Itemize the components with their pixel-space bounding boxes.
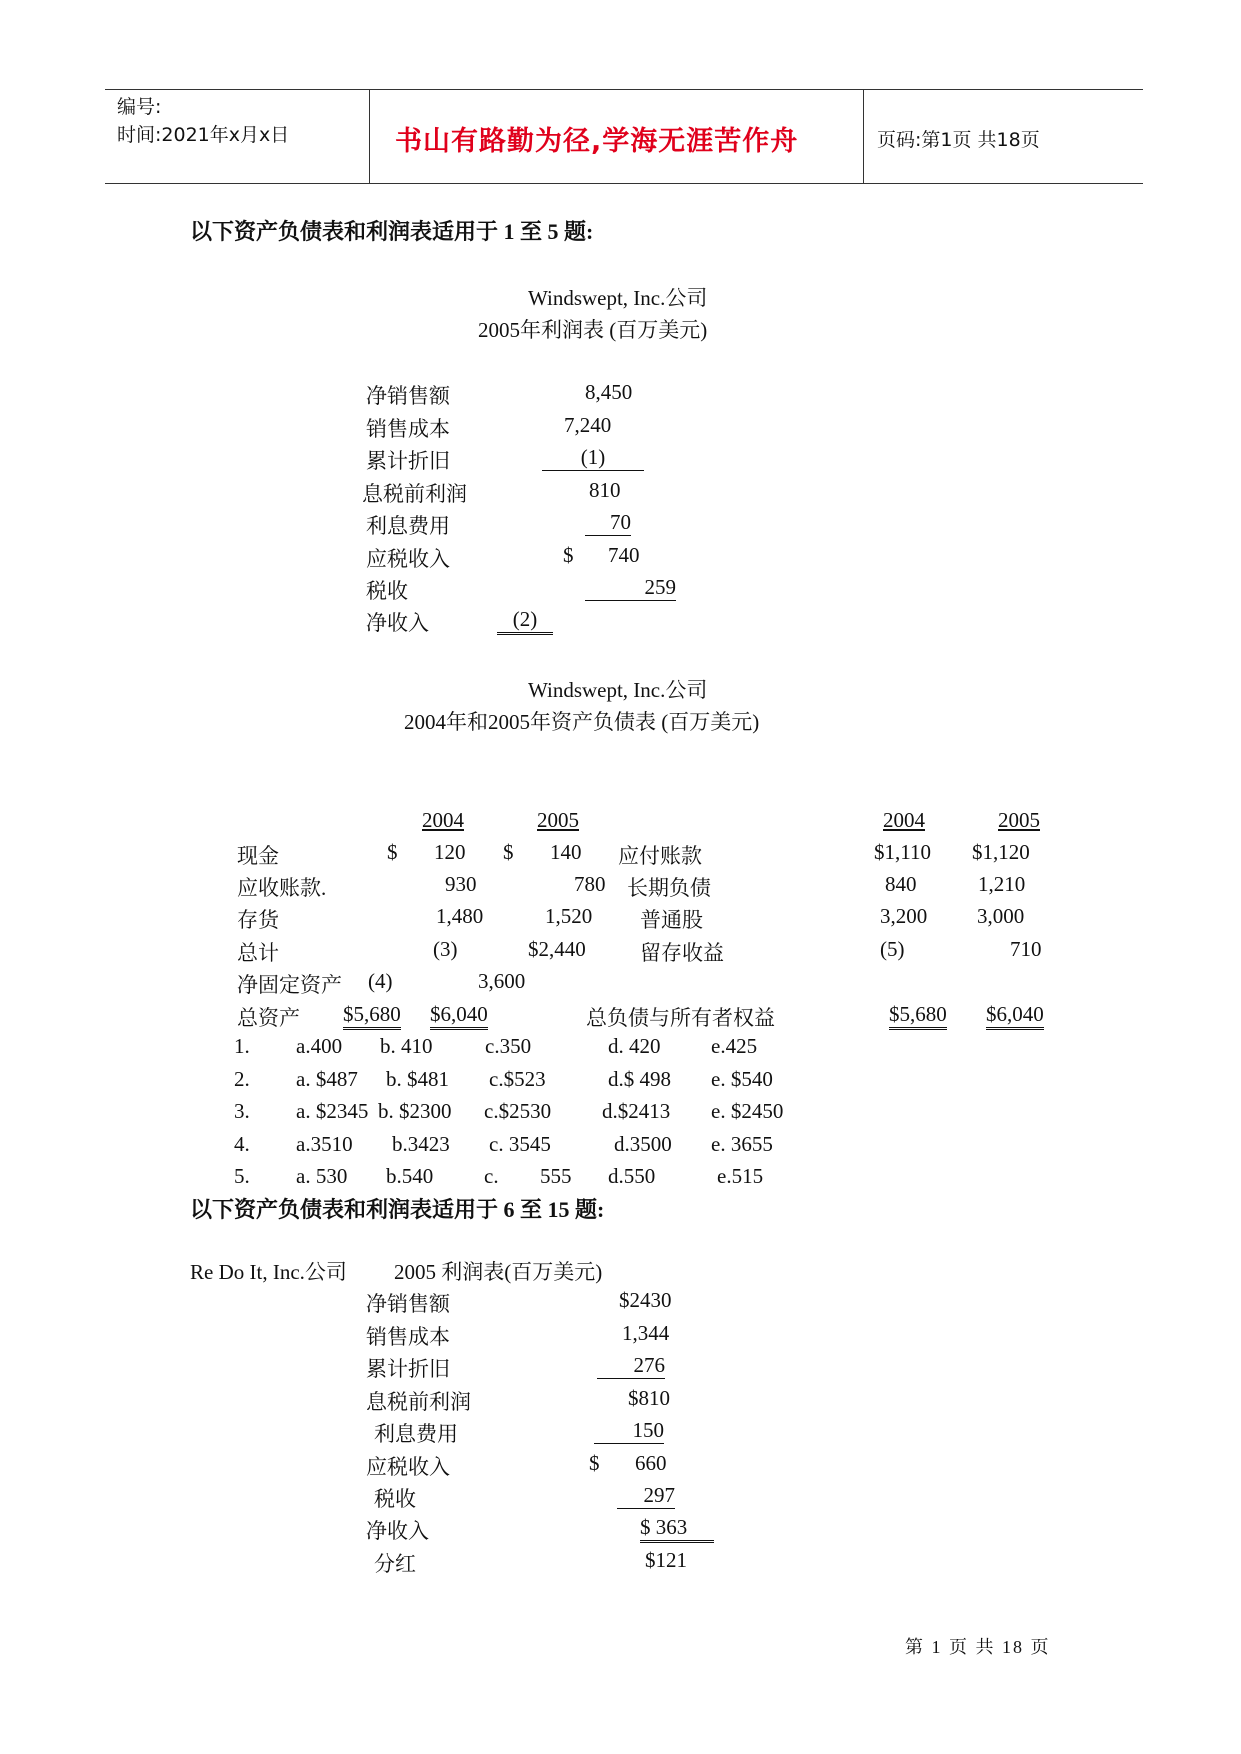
answer-option: 555 — [540, 1164, 572, 1188]
answer-option: d. 420 — [608, 1034, 661, 1058]
balance-year-header: 2005 — [537, 808, 579, 832]
answer-option: b. $2300 — [378, 1099, 452, 1123]
balance-liability-label: 长期负债 — [627, 876, 711, 900]
income1-row-value: 70 — [585, 510, 631, 536]
answer-option: b. 410 — [380, 1034, 433, 1058]
balance-liability-2004: $5,680 — [889, 1002, 947, 1030]
question-number: 1. — [234, 1034, 250, 1058]
balance-asset-label: 应收账款. — [237, 876, 327, 900]
answer-option: e. $2450 — [711, 1099, 784, 1123]
balance-company: Windswept, Inc.公司 — [528, 678, 708, 702]
income1-row-value: (1) — [542, 445, 644, 471]
income2-company: Re Do It, Inc.公司 — [190, 1260, 347, 1284]
balance-asset-2004: 1,480 — [436, 904, 484, 928]
income1-row-value: 7,240 — [564, 413, 612, 437]
balance-asset-2005: 1,520 — [545, 904, 593, 928]
balance-liability-2005: $1,120 — [972, 840, 1030, 864]
income1-row-currency: $ — [563, 543, 574, 567]
balance-liability-2004: 3,200 — [880, 904, 928, 928]
answer-option: a. $2345 — [296, 1099, 369, 1123]
header-motto: 书山有路勤为径,学海无涯苦作舟 — [395, 126, 799, 157]
balance-year-header: 2004 — [883, 808, 925, 832]
balance-liability-label: 应付账款 — [618, 844, 702, 868]
income2-row-value: 1,344 — [622, 1321, 670, 1345]
balance-liability-2004: (5) — [880, 937, 905, 961]
answer-option: d.$2413 — [602, 1099, 671, 1123]
doc-time-label: 时间:2021年x月x日 — [117, 124, 290, 146]
balance-asset-label: 总计 — [237, 941, 279, 965]
income2-row-value: 150 — [594, 1418, 664, 1444]
answer-option: d.550 — [608, 1164, 656, 1188]
income2-row-label: 累计折旧 — [366, 1357, 450, 1381]
balance-liability-label: 总负债与所有者权益 — [586, 1006, 775, 1030]
answer-option: c. — [484, 1164, 499, 1188]
balance-asset-2004: (4) — [368, 969, 393, 993]
income1-row-label: 销售成本 — [366, 417, 450, 441]
income2-row-label: 税收 — [374, 1487, 416, 1511]
income1-row-label: 利息费用 — [366, 514, 450, 538]
balance-liability-2005: 3,000 — [977, 904, 1025, 928]
income1-title: 2005年利润表 (百万美元) — [478, 318, 708, 342]
answer-option: e. 3655 — [711, 1132, 773, 1156]
answer-option: a. 530 — [296, 1164, 348, 1188]
income2-row-value: $ 363 — [640, 1515, 714, 1543]
balance-year-header: 2004 — [422, 808, 464, 832]
balance-asset-2004: 930 — [445, 872, 477, 896]
balance-asset-2005: $2,440 — [528, 937, 586, 961]
income2-row-label: 息税前利润 — [366, 1390, 471, 1414]
balance-asset-2005: 3,600 — [478, 969, 526, 993]
balance-liability-2004: 840 — [885, 872, 917, 896]
balance-asset-2005: 140 — [550, 840, 582, 864]
section1-heading: 以下资产负债表和利润表适用于 1 至 5 题: — [190, 219, 594, 244]
answer-option: e.515 — [717, 1164, 764, 1188]
balance-asset-2004: (3) — [433, 937, 458, 961]
balance-liability-label: 普通股 — [640, 908, 703, 932]
balance-liability-2005: 710 — [1010, 937, 1042, 961]
balance-asset-label: 总资产 — [237, 1006, 300, 1030]
balance-liability-2004: $1,110 — [874, 840, 931, 864]
answer-option: a.400 — [296, 1034, 343, 1058]
income2-row-value: $810 — [628, 1386, 670, 1410]
section2-heading: 以下资产负债表和利润表适用于 6 至 15 题: — [190, 1197, 605, 1222]
balance-asset-2005: 780 — [574, 872, 606, 896]
balance-asset-label: 存货 — [237, 908, 279, 932]
income2-row-value: $2430 — [619, 1288, 672, 1312]
income1-row-value: (2) — [497, 607, 553, 635]
income1-row-value: 740 — [608, 543, 640, 567]
header-divider-left — [369, 89, 370, 184]
income1-row-label: 净销售额 — [366, 384, 450, 408]
answer-option: b.3423 — [392, 1132, 450, 1156]
income1-row-value: 8,450 — [585, 380, 633, 404]
income2-row-value: 276 — [597, 1353, 665, 1379]
income2-title: 2005 利润表(百万美元) — [394, 1260, 603, 1284]
income2-row-label: 分红 — [374, 1552, 416, 1576]
balance-year-header: 2005 — [998, 808, 1040, 832]
balance-asset-label: 净固定资产 — [237, 973, 342, 997]
balance-asset-currency: $ — [503, 840, 514, 864]
income2-row-label: 应税收入 — [366, 1455, 450, 1479]
income1-row-label: 应税收入 — [366, 547, 450, 571]
header-divider-right — [863, 89, 864, 184]
income1-row-label: 累计折旧 — [366, 449, 450, 473]
balance-liability-2005: 1,210 — [978, 872, 1026, 896]
header-top-rule — [105, 89, 1143, 90]
income2-row-label: 利息费用 — [374, 1422, 458, 1446]
balance-liability-2005: $6,040 — [986, 1002, 1044, 1030]
answer-option: c.350 — [485, 1034, 532, 1058]
income1-row-label: 税收 — [366, 579, 408, 603]
income2-row-label: 净收入 — [366, 1519, 429, 1543]
question-number: 3. — [234, 1099, 250, 1123]
answer-option: e.425 — [711, 1034, 758, 1058]
income2-row-value: 660 — [635, 1451, 667, 1475]
answer-option: d.$ 498 — [608, 1067, 671, 1091]
answer-option: a.3510 — [296, 1132, 353, 1156]
answer-option: d.3500 — [614, 1132, 672, 1156]
header-bottom-rule — [105, 183, 1143, 184]
balance-asset-currency: $ — [387, 840, 398, 864]
answer-option: c.$2530 — [484, 1099, 552, 1123]
question-number: 2. — [234, 1067, 250, 1091]
question-number: 4. — [234, 1132, 250, 1156]
answer-option: c. 3545 — [489, 1132, 551, 1156]
answer-option: e. $540 — [711, 1067, 773, 1091]
page-number-label: 页码:第1页 共18页 — [877, 129, 1040, 151]
answer-option: c.$523 — [489, 1067, 546, 1091]
income1-row-label: 息税前利润 — [362, 482, 467, 506]
page-footer: 第 1 页 共 18 页 — [905, 1637, 1051, 1657]
income1-row-label: 净收入 — [366, 611, 429, 635]
income1-row-value: 810 — [589, 478, 621, 502]
balance-asset-2005: $6,040 — [430, 1002, 488, 1030]
income1-company: Windswept, Inc.公司 — [528, 286, 708, 310]
income1-row-value: 259 — [585, 575, 676, 601]
balance-asset-2004: $5,680 — [343, 1002, 401, 1030]
income2-row-label: 销售成本 — [366, 1325, 450, 1349]
doc-code-label: 编号: — [117, 96, 162, 118]
income2-row-value: 297 — [617, 1483, 675, 1509]
balance-liability-label: 留存收益 — [640, 941, 724, 965]
answer-option: a. $487 — [296, 1067, 358, 1091]
answer-option: b.540 — [386, 1164, 434, 1188]
income2-row-label: 净销售额 — [366, 1292, 450, 1316]
income2-row-currency: $ — [589, 1451, 600, 1475]
income2-row-value: $121 — [645, 1548, 687, 1572]
answer-option: b. $481 — [386, 1067, 449, 1091]
balance-title: 2004年和2005年资产负债表 (百万美元) — [404, 710, 760, 734]
balance-asset-2004: 120 — [434, 840, 466, 864]
question-number: 5. — [234, 1164, 250, 1188]
balance-asset-label: 现金 — [237, 844, 279, 868]
